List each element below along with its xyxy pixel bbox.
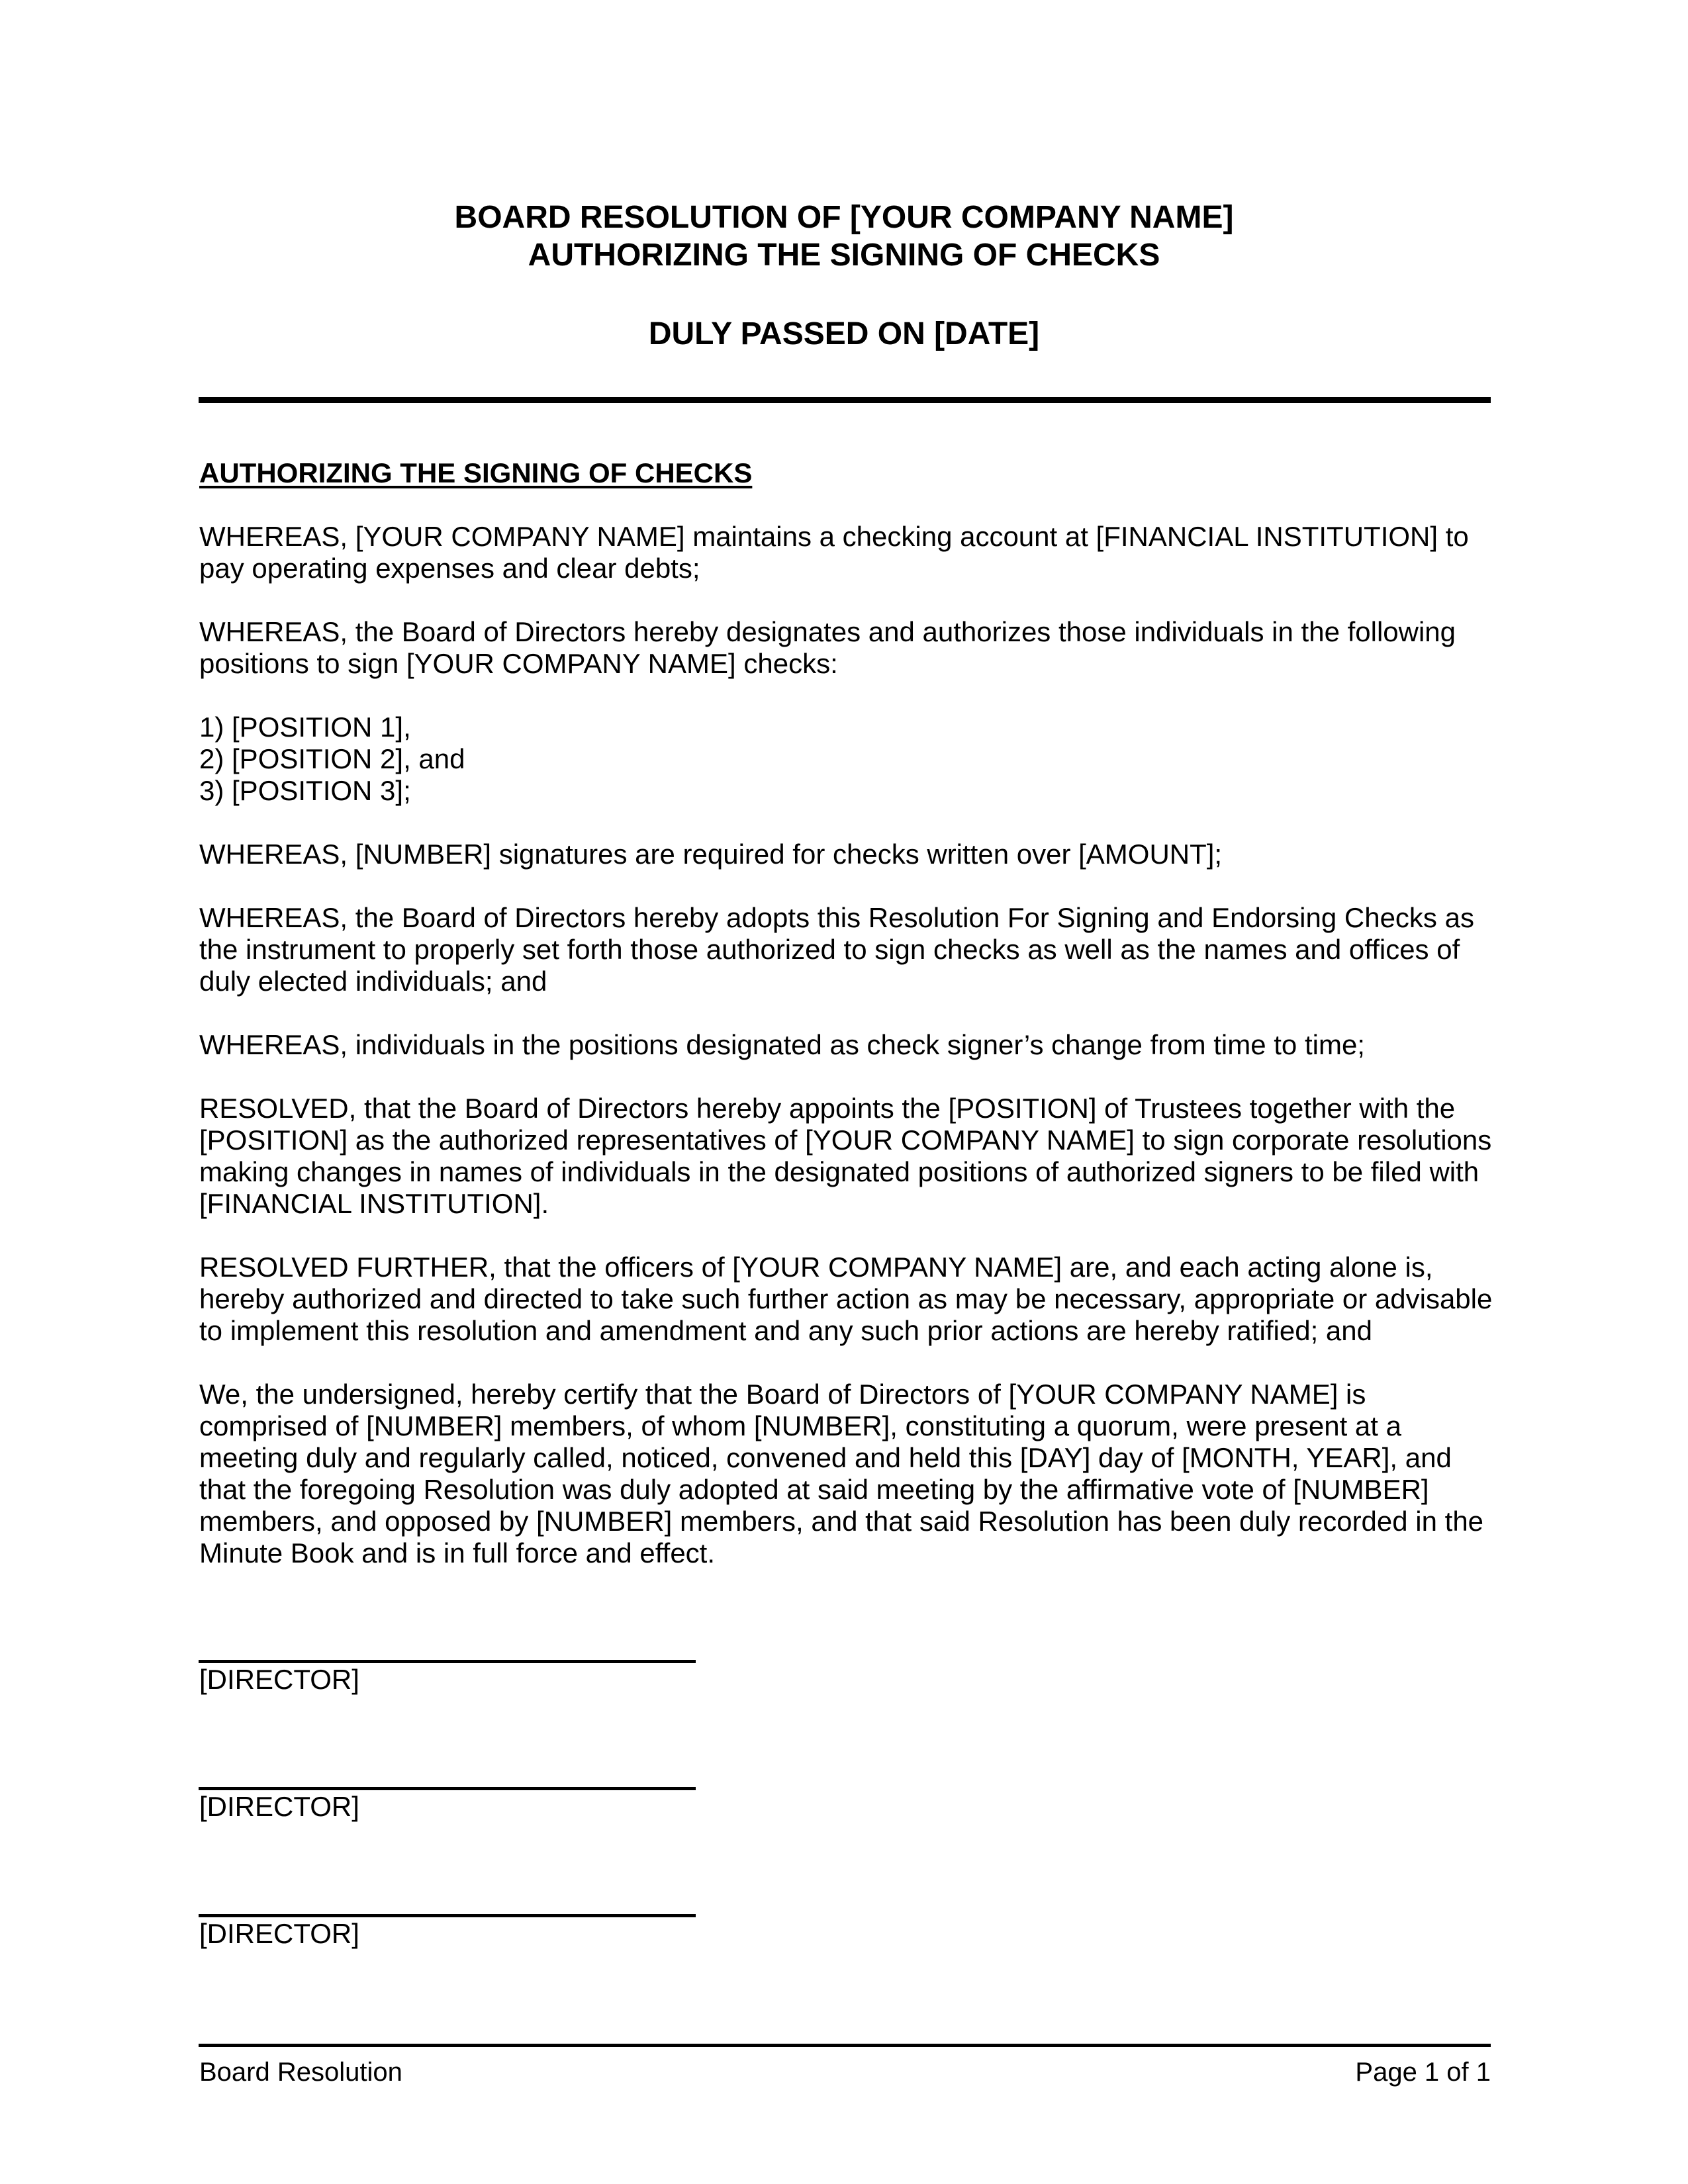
section-heading (199, 457, 752, 489)
footer-page-number: Page 1 of 1 (1355, 2058, 1491, 2087)
signature-line-2 (199, 1787, 696, 1790)
paragraph-line: 2) [POSITION 2], and (199, 743, 465, 774)
paragraph (199, 1379, 1497, 1569)
paragraph-line: that the foregoing Resolution was duly adopted at said meeting by the affirmative vote of [NUMBER] (199, 1474, 1429, 1505)
paragraph-line: WHEREAS, [NUMBER] signatures are required for checks written over [AMOUNT]; (199, 839, 1223, 870)
paragraph-line: to implement this resolution and amendment and any such prior actions are hereby ratified; and (199, 1315, 1372, 1346)
paragraph-line: RESOLVED FURTHER, that the officers of [YOUR COMPANY NAME] are, and each acting alone is, (199, 1251, 1433, 1283)
paragraph-line: 1) [POSITION 1], (199, 711, 411, 743)
paragraph-line: comprised of [NUMBER] members, of whom [NUMBER], constituting a quorum, were present at a (199, 1410, 1401, 1441)
paragraph-line: members, and opposed by [NUMBER] members, and that said Resolution has been duly recorded in the (199, 1506, 1484, 1537)
paragraph-line: We, the undersigned, hereby certify that the Board of Directors of [YOUR COMPANY NAME] is (199, 1379, 1366, 1410)
paragraph-line: meeting duly and regularly called, noticed, convened and held this [DAY] day of [MONTH, YEAR], and (199, 1442, 1452, 1473)
signature-label-3: [DIRECTOR] (199, 1918, 359, 1949)
paragraph-line: WHEREAS, the Board of Directors hereby designates and authorizes those individuals in the following (199, 616, 1456, 647)
paragraph-line: WHEREAS, [YOUR COMPANY NAME] maintains a checking account at [FINANCIAL INSTITUTION] to (199, 521, 1469, 552)
paragraph (199, 902, 1497, 997)
passed-date-line: DULY PASSED ON [DATE] (648, 316, 1040, 351)
paragraph-line: [POSITION] as the authorized representatives of [YOUR COMPANY NAME] to sign corporate resolutions (199, 1124, 1492, 1156)
footer-document-name: Board Resolution (199, 2058, 402, 2087)
paragraph-line: the instrument to properly set forth those authorized to sign checks as well as the names and offices of (199, 934, 1460, 965)
paragraph-line: Minute Book and is in full force and effect. (199, 1537, 716, 1569)
title-line-2: AUTHORIZING THE SIGNING OF CHECKS (528, 238, 1160, 273)
paragraph-line: positions to sign [YOUR COMPANY NAME] checks: (199, 648, 838, 679)
signature-label-2: [DIRECTOR] (199, 1791, 359, 1822)
section-heading-text: AUTHORIZING THE SIGNING OF CHECKS (199, 457, 753, 488)
header-divider (199, 397, 1491, 403)
resolution-body (199, 521, 1497, 1601)
paragraph-line: WHEREAS, the Board of Directors hereby adopts this Resolution For Signing and Endorsing Checks as (199, 902, 1474, 933)
signature-line-3 (199, 1914, 696, 1917)
paragraph (199, 1251, 1497, 1347)
signature-label-1: [DIRECTOR] (199, 1664, 359, 1695)
paragraph-line: RESOLVED, that the Board of Directors hereby appoints the [POSITION] of Trustees together with the (199, 1093, 1456, 1124)
paragraph-line: pay operating expenses and clear debts; (199, 553, 700, 584)
paragraph (199, 711, 1497, 807)
paragraph (199, 616, 1497, 680)
paragraph-line: duly elected individuals; and (199, 966, 547, 997)
paragraph-line: 3) [POSITION 3]; (199, 775, 411, 806)
paragraph-line: [FINANCIAL INSTITUTION]. (199, 1188, 549, 1219)
paragraph (199, 521, 1497, 584)
paragraph (199, 1029, 1497, 1061)
footer-divider (199, 2044, 1491, 2047)
title-line-1: BOARD RESOLUTION OF [YOUR COMPANY NAME] (454, 200, 1234, 235)
paragraph-line: making changes in names of individuals in the designated positions of authorized signers to be filed with (199, 1156, 1479, 1187)
paragraph-line: hereby authorized and directed to take such further action as may be necessary, appropriate or advisable (199, 1283, 1493, 1314)
paragraph (199, 1093, 1497, 1220)
document-title (0, 199, 1688, 274)
paragraph-line: WHEREAS, individuals in the positions designated as check signer’s change from time to time; (199, 1029, 1365, 1060)
signature-line-1 (199, 1660, 696, 1663)
paragraph (199, 839, 1497, 870)
